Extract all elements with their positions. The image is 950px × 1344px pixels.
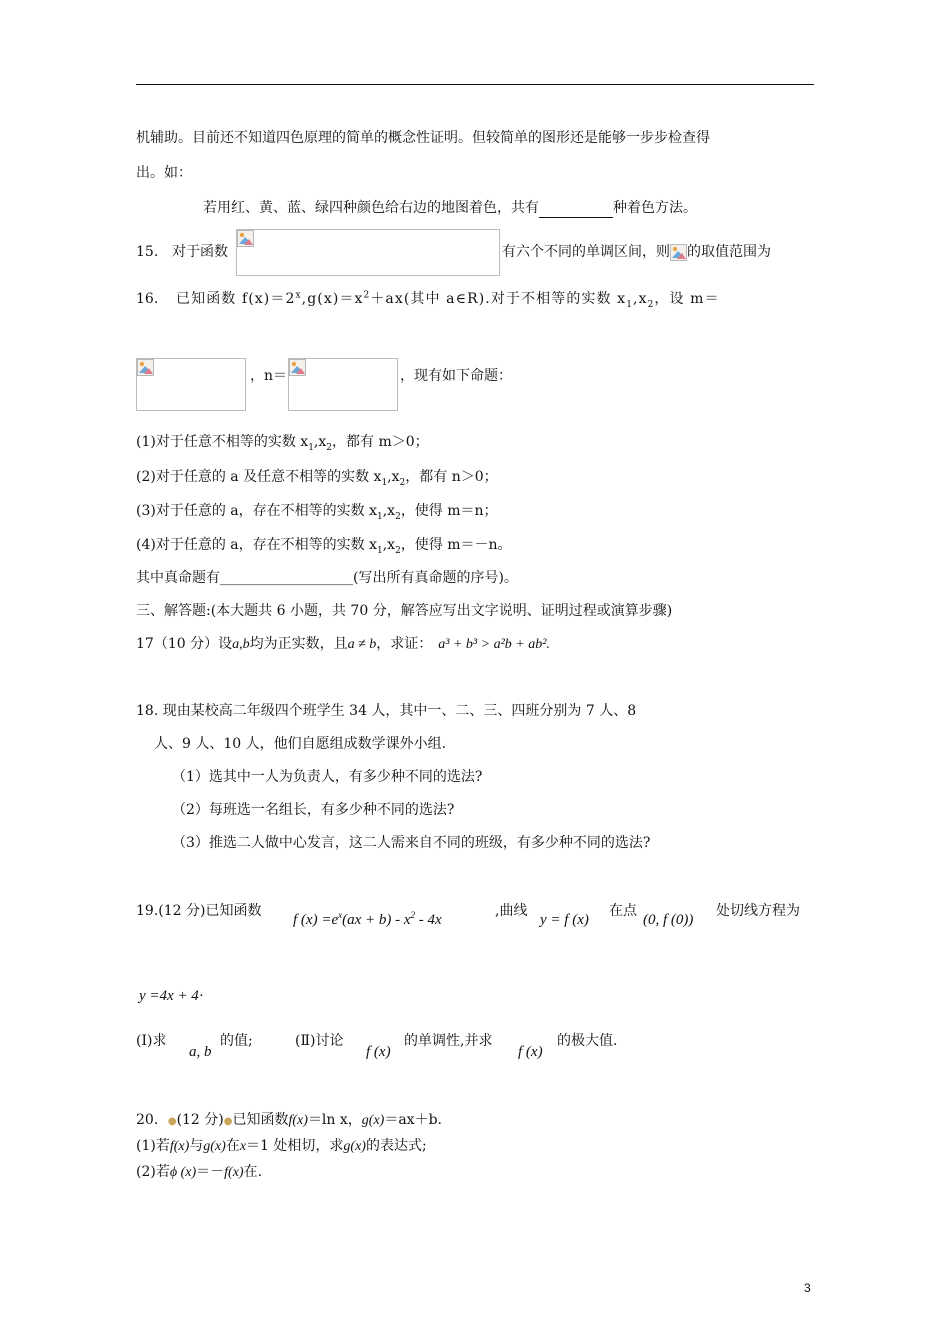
sub-2: 2: [395, 511, 401, 522]
q20-number: 20．: [136, 1112, 168, 1128]
q17-text-c: ，求证：: [376, 636, 433, 652]
proposition-1: [136, 433, 429, 451]
q16-m-image: [136, 358, 246, 411]
q16-text-d: ,x: [633, 291, 648, 307]
q18-line-2: 人、9 人、10 人，他们自愿组成数学课外小组.: [154, 736, 447, 752]
q19-f: f (x) =e: [293, 912, 339, 928]
q16-number: 16.: [136, 291, 159, 307]
q20-text: 已知函数: [232, 1112, 289, 1128]
sub-2: 2: [326, 442, 333, 453]
broken-image-icon: [289, 359, 306, 376]
q19-f3: - 4x: [415, 912, 442, 928]
q19-part-ii-c: 的极大值.: [557, 1033, 618, 1049]
prop-text: ,x: [387, 469, 400, 485]
q16-sup-2: 2: [363, 290, 371, 301]
sub-2: 2: [399, 477, 406, 488]
q14-text-b: 种着色方法。: [613, 200, 697, 216]
q19-sup-2: 2: [410, 910, 416, 920]
q19-tangent-line: [139, 987, 204, 1005]
prop-text: (3)对于任意的 a，存在不相等的实数 x: [136, 503, 377, 519]
q17-expression: a³ + b³ > a²b + ab².: [438, 637, 550, 652]
prop-text: ,x: [313, 434, 327, 450]
prop-text: (1)对于任意不相等的实数 x: [136, 434, 309, 450]
header-rule: [136, 84, 814, 85]
q20-2-a: (2)若: [136, 1164, 170, 1180]
q15-function-image: [236, 229, 500, 276]
q19-sup-x: x: [338, 910, 343, 920]
q15-text-b1: 有六个不同的单调区间，则: [502, 244, 670, 260]
q20-2-b: ＝－: [196, 1164, 225, 1180]
q19-curve: y = f (x): [540, 912, 589, 928]
prop-text: (4)对于任意的 a，存在不相等的实数 x: [136, 537, 377, 553]
q16-text-e: ，设 m＝: [654, 291, 720, 307]
prop-text: (2)对于任意的 a 及任意不相等的实数 x: [136, 469, 382, 485]
q20-sep: ，: [347, 1112, 362, 1128]
q20-fx: f(x): [224, 1165, 244, 1180]
q15-text-c: 的取值范围为: [687, 244, 771, 260]
q19-part-i-b: 的值;: [220, 1033, 253, 1049]
q19-fx: f (x): [366, 1044, 391, 1060]
prop-text: ，使得 m＝n；: [400, 503, 498, 519]
prop-text: ，使得 m＝－n。: [400, 537, 512, 553]
q17-line: [136, 635, 550, 654]
q16-comma: ，: [250, 368, 264, 384]
q20-1-b: 与: [189, 1138, 204, 1154]
q16-text-c: ＋ax(其中 a∈R).对于不相等的实数 x: [370, 291, 627, 307]
q20-part-1: [136, 1137, 427, 1156]
q20-1-c: 在: [225, 1138, 240, 1154]
q15-text-a: 对于函数: [172, 244, 228, 260]
q19-dot: ·: [198, 988, 204, 1004]
q19-part-i: (Ⅰ)求: [136, 1033, 167, 1049]
sub-1: 1: [381, 477, 388, 488]
broken-image-icon: [137, 359, 154, 376]
q20-fx: f(x): [288, 1113, 308, 1128]
q16-line: [176, 290, 720, 308]
text-line: 机辅助。目前还不知道四色原理的简单的概念性证明。但较简单的图形还是能够一步步检查得: [136, 130, 710, 146]
q19-text-d: 处切线方程为: [716, 903, 800, 919]
q14-line: [203, 199, 697, 218]
q19-text-a: 19.(12 分)已知函数: [136, 903, 262, 919]
proposition-2: [136, 468, 498, 486]
q19-text-b: ,曲线: [495, 903, 528, 919]
q18-line-1: 18. 现由某校高二年级四个班学生 34 人，其中一、二、三、四班分别为 7 人、8: [136, 703, 637, 719]
q16-sub-1: 1: [626, 299, 634, 310]
q16-answer-line: [136, 569, 518, 587]
q20-2-c: 在.: [243, 1164, 263, 1180]
q15-number: 15.: [136, 244, 159, 260]
text-line: 出。如：: [136, 165, 192, 181]
q20-eq2: ＝ax＋b.: [384, 1112, 442, 1128]
q18-item: （1）选其中一人为负责人，有多少种不同的选法?: [172, 769, 483, 785]
q20-x: x: [239, 1139, 247, 1154]
q16-true-text: 其中真命题有: [136, 570, 220, 586]
prop-text: ，都有 m＞0；: [332, 434, 429, 450]
q17-ab: a,b: [232, 637, 250, 652]
proposition-4: [136, 536, 512, 554]
q20-1-d: ＝1 处相切，求: [246, 1138, 344, 1154]
q20-1-e: 的表达式;: [365, 1138, 427, 1154]
broken-image-icon: [237, 230, 254, 247]
q20-part-2: [136, 1163, 262, 1182]
q19-part-ii-b: 的单调性,并求: [404, 1033, 493, 1049]
q18-item: （2）每班选一名组长，有多少种不同的选法?: [172, 802, 455, 818]
q19-part-ii: (Ⅱ)讨论: [295, 1033, 344, 1049]
q20-gx: g(x): [343, 1139, 366, 1154]
q14-answer-blank[interactable]: [539, 199, 613, 218]
q19-line-eq: y =4x + 4: [139, 988, 199, 1004]
q16-sub-2: 2: [647, 299, 655, 310]
q16-text-b: ,g(x)＝x: [301, 291, 364, 307]
q17-text-b: 均为正实数，且: [249, 636, 348, 652]
q20-points: (12 分): [176, 1112, 224, 1128]
q20-gx: g(x): [203, 1139, 226, 1154]
prop-text: ，都有 n＞0；: [405, 469, 498, 485]
q20-fx: f(x): [169, 1139, 190, 1154]
sub-1: 1: [308, 442, 314, 453]
q19-function: [293, 911, 442, 929]
page-number: 3: [804, 1281, 811, 1295]
q16-n-image: [288, 358, 398, 411]
marker-dot: ●: [223, 1116, 233, 1127]
q19-ab: a, b: [189, 1044, 212, 1060]
q19-text-c: 在点: [609, 903, 637, 919]
q15-text-b: [502, 243, 771, 261]
q20-line: [136, 1111, 442, 1131]
q14-text-a: 若用红、黄、蓝、绿四种颜色给右边的地图着色，共有: [203, 200, 539, 216]
q19-fx-2: f (x): [518, 1044, 543, 1060]
q16-text-f: ，现有如下命题：: [400, 368, 512, 384]
sub-1: 1: [376, 511, 383, 522]
q16-sup-x: x: [295, 290, 302, 301]
marker-dot: ●: [167, 1116, 177, 1127]
q18-item: （3）推选二人做中心发言，这二人需来自不同的班级，有多少种不同的选法?: [172, 835, 651, 851]
section-heading: 三、解答题:(本大题共 6 小题，共 70 分，解答应写出文字说明、证明过程或演算步骤): [136, 603, 673, 619]
q17-neq: a ≠ b: [347, 637, 377, 652]
q16-true-text-b: (写出所有真命题的序号)。: [353, 570, 518, 586]
sub-1: 1: [376, 545, 383, 556]
q20-gx: g(x): [361, 1113, 385, 1128]
sub-2: 2: [395, 545, 401, 556]
q20-eq1: ＝ln x: [307, 1112, 348, 1128]
q19-f2: (ax + b) - x: [342, 912, 411, 928]
q20-1-a: (1)若: [136, 1138, 170, 1154]
q17-text-a: 17（10 分）设: [136, 636, 233, 652]
q20-phi: ϕ (x): [169, 1165, 197, 1180]
q16-answer-blank[interactable]: ___________________: [220, 570, 353, 586]
broken-image-icon: [670, 244, 687, 261]
proposition-3: [136, 502, 498, 520]
q16-text-a: 已知函数 f(x)＝2: [176, 291, 296, 307]
prop-text: ,x: [382, 537, 396, 553]
prop-text: ,x: [382, 503, 396, 519]
q19-point: (0, f (0)): [643, 912, 694, 928]
q16-n-label: n＝: [264, 368, 288, 384]
